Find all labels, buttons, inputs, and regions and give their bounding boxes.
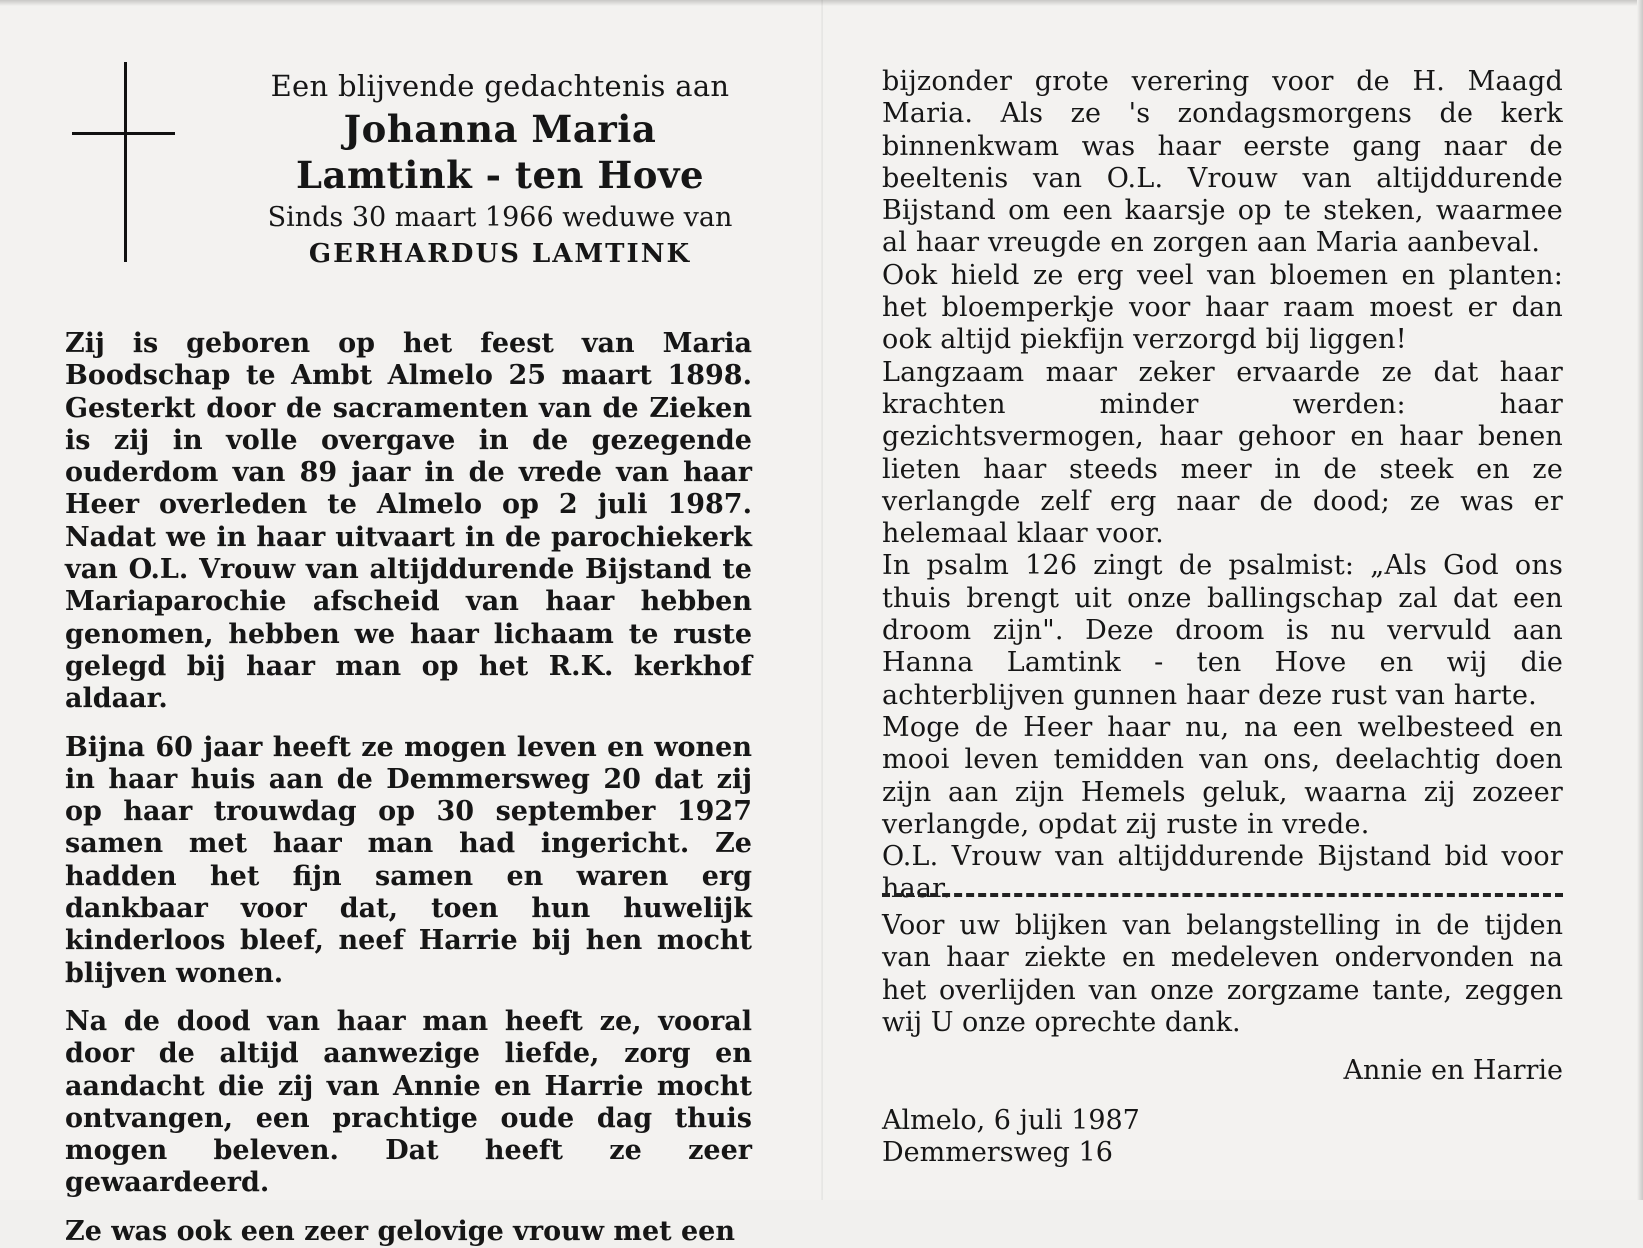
- deceased-name-line-1: Johanna Maria: [343, 107, 657, 151]
- biography-paragraph-1: Zij is geboren op het feest van Maria Boodschap te Ambt Almelo 25 maart 1898. Gesterkt door de sacramenten van de Zieken is zij in volle overgave in de gezegende ouderdom van 89 jaar in de vrede van haar Heer overleden te Almelo op 2 juli 1987. Nadat we in haar uitvaart in de parochiekerk van O.L. Vrouw van altijddurende Bijstand te Mariaparochie afscheid van haar hebben genomen, hebben we haar lichaam te ruste gelegd bij haar man op het R.K. kerkhof aldaar.: [65, 328, 752, 715]
- faith-paragraph-1: bijzonder grote verering voor de H. Maagd Maria. Als ze 's zondagsmorgens de kerk binnenkwam was haar eerste gang naar de beeltenis van O.L. Vrouw van altijddurende Bijstand om een kaarsje op te steken, waarmee al haar vreugde en zorgen aan Maria aanbeval.: [882, 66, 1563, 259]
- faith-paragraph-4: In psalm 126 zingt de psalmist: „Als God ons thuis brengt uit onze ballingschap zal dat een droom zijn". Deze droom is nu vervuld aan Hanna Lamtink - ten Hove en wij die achterblijven gunnen haar deze rust van harte.: [882, 550, 1563, 711]
- faith-paragraph-5: Moge de Heer haar nu, na een welbesteed en mooi leven temidden van ons, deelachtig doen zijn aan zijn Hemels geluk, waarna zij zozeer verlangde, opdat zij ruste in vrede.: [882, 711, 1563, 840]
- card-fold: [821, 0, 823, 1200]
- faith-paragraph-2: Ook hield ze erg veel van bloemen en planten: het bloemperkje voor haar raam moest er dan ook altijd piekfijn verzorgd bij liggen!: [882, 259, 1563, 356]
- cross-vertical-bar: [124, 62, 127, 262]
- memorial-intro: Een blijvende gedachtenis aan: [270, 69, 730, 103]
- right-column: [882, 66, 1563, 906]
- faith-paragraph-3: Langzaam maar zeker ervaarde ze dat haar krachten minder werden: haar gezichtsvermogen, haar gehoor en haar benen lieten haar steeds meer in de steek en ze verlangde zelf erg naar de dood; ze was er helemaal klaar voor.: [882, 356, 1563, 550]
- place-date: Almelo, 6 juli 1987: [882, 1105, 1140, 1136]
- signature: Annie en Harrie: [1343, 1055, 1563, 1086]
- biography-paragraph-3: Na de dood van haar man heeft ze, vooral door de altijd aanwezige liefde, zorg en aandacht die zij van Annie en Harrie mocht ontvangen, een prachtige oude dag thuis mogen beleven. Dat heeft ze zeer gewaardeerd.: [65, 1005, 752, 1199]
- memorial-header: [230, 66, 770, 272]
- deceased-name-line-2: Lamtink - ten Hove: [295, 153, 705, 197]
- prayer-line: O.L. Vrouw van altijddurende Bijstand bid voor haar.: [882, 841, 1563, 905]
- thanks-text: Voor uw blijken van belangstelling in de tijden van haar ziekte en medeleven ondervonden na het overlijden van onze zorgzame tante, zeggen wij U onze oprechte dank.: [882, 910, 1563, 1038]
- address: Demmersweg 16: [882, 1137, 1113, 1168]
- widow-line: Sinds 30 maart 1966 weduwe van: [267, 202, 733, 233]
- left-column: [65, 328, 752, 1248]
- card-edge-right: [1637, 0, 1643, 1200]
- dashed-divider: [882, 893, 1563, 897]
- husband-name: GERHARDUS LAMTINK: [308, 239, 692, 269]
- thanks-block: [882, 910, 1563, 1039]
- cross-horizontal-bar: [72, 132, 175, 135]
- biography-paragraph-4: Ze was ook een zeer gelovige vrouw met een: [65, 1215, 735, 1247]
- biography-paragraph-2: Bijna 60 jaar heeft ze mogen leven en wonen in haar huis aan de Demmersweg 20 dat zij op haar trouwdag op 30 september 1927 samen met haar man had ingericht. Ze hadden het fijn samen en waren erg dankbaar voor dat, toen hun huwelijk kinderloos bleef, neef Harrie bij hen mocht blijven wonen.: [65, 731, 752, 989]
- place-date-block: [882, 1105, 1382, 1169]
